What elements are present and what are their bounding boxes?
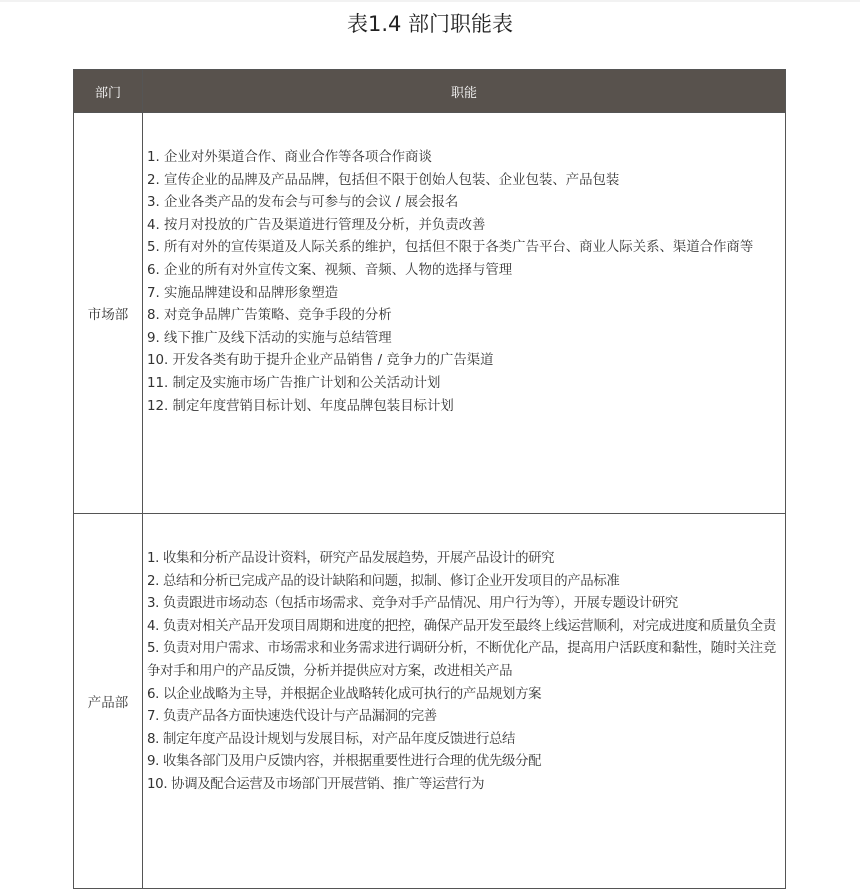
table-row-market: [74, 113, 786, 514]
function-item: 10. 协调及配合运营及市场部门开展营销、推广等运营行为: [147, 776, 485, 792]
dept-cell-market: 市场部: [74, 113, 143, 514]
top-divider: [0, 0, 860, 2]
function-item: 11. 制定及实施市场广告推广计划和公关活动计划: [147, 375, 441, 391]
function-item: 5. 负责对用户需求、市场需求和业务需求进行调研分析，不断优化产品，提高用户活跃度和黏性，随时关注竞争对手和用户的产品反馈，分析并提供应对方案，改进相关产品: [147, 641, 776, 679]
function-item: 2. 总结和分析已完成产品的设计缺陷和问题，拟制、修订企业开发项目的产品标准: [147, 573, 620, 589]
function-item: 6. 企业的所有对外宣传文案、视频、音频、人物的选择与管理: [147, 262, 513, 278]
department-function-table: [73, 69, 786, 889]
table-title: 表1.4 部门职能表: [346, 12, 514, 36]
function-item: 4. 按月对投放的广告及渠道进行管理及分析，并负责改善: [147, 217, 486, 233]
function-cell-market: [143, 113, 786, 514]
function-item: 9. 收集各部门及用户反馈内容，并根据重要性进行合理的优先级分配: [147, 754, 542, 770]
function-item: 10. 开发各类有助于提升企业产品销售 / 竞争力的广告渠道: [147, 353, 494, 369]
function-item: 8. 制定年度产品设计规划与发展目标，对产品年度反馈进行总结: [147, 731, 516, 747]
header-dept: 部门: [74, 70, 143, 113]
function-item: 6. 以企业战略为主导，并根据企业战略转化成可执行的产品规划方案: [147, 686, 542, 702]
function-item: 7. 实施品牌建设和品牌形象塑造: [147, 285, 339, 301]
function-item: 1. 收集和分析产品设计资料，研究产品发展趋势，开展产品设计的研究: [147, 551, 555, 566]
function-item: 9. 线下推广及线下活动的实施与总结管理: [147, 330, 392, 346]
function-item: 7. 负责产品各方面快速迭代设计与产品漏洞的完善: [147, 709, 437, 725]
function-item: 3. 企业各类产品的发布会与可参与的会议 / 展会报名: [147, 195, 459, 211]
function-item: 5. 所有对外的宣传渠道及人际关系的维护，包括但不限于各类广告平台、商业人际关系、渠道合作商等: [147, 240, 754, 256]
table-row-product: [74, 514, 786, 889]
function-item: 12. 制定年度营销目标计划、年度品牌包装目标计划: [147, 398, 454, 414]
function-item: 1. 企业对外渠道合作、商业合作等各项合作商谈: [147, 150, 432, 165]
function-cell-product: [143, 514, 786, 889]
function-item: 4. 负责对相关产品开发项目周期和进度的把控，确保产品开发至最终上线运营顺利，对完成进度和质量负全责: [147, 618, 776, 634]
table-header-row: [74, 70, 786, 113]
function-item: 2. 宣传企业的品牌及产品品牌，包括但不限于创始人包装、企业包装、产品包装: [147, 172, 620, 188]
function-item: 3. 负责跟进市场动态（包括市场需求、竞争对手产品情况、用户行为等），开展专题设计研究: [147, 596, 678, 612]
header-function: 职能: [143, 70, 786, 113]
function-item: 8. 对竞争品牌广告策略、竞争手段的分析: [147, 308, 392, 324]
dept-cell-product: 产品部: [74, 514, 143, 889]
